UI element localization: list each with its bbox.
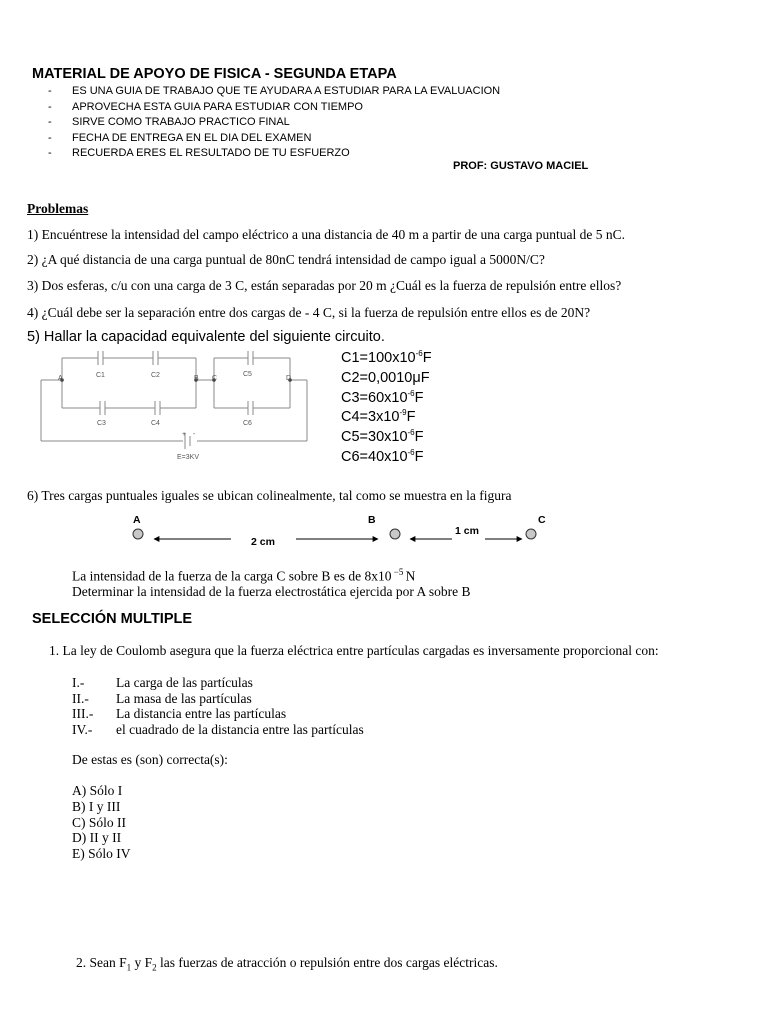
problem-6-note xyxy=(72,565,470,600)
charge-a xyxy=(133,529,143,539)
question-1: 1. La ley de Coulomb asegura que la fuerza eléctrica entre partículas cargadas es inversamente proporcional con: xyxy=(49,643,659,658)
answer-option: A) Sólo I xyxy=(72,783,123,798)
c5-label: C5 xyxy=(243,371,252,378)
problem-3: 3) Dos esferas, c/u con una carga de 3 C, están separadas por 20 m ¿Cuál es la fuerza de repulsión entre ellos? xyxy=(27,278,622,293)
bullet-dash: - xyxy=(48,85,52,97)
c4-label: C4 xyxy=(151,420,160,427)
node-d-label: D xyxy=(286,375,292,382)
problem-6-ask: Determinar la intensidad de la fuerza electrostática ejercida por A sobre B xyxy=(72,584,471,599)
c1-label: C1 xyxy=(96,372,105,379)
battery-plus: + xyxy=(182,431,187,438)
charge-c-label: C xyxy=(538,514,546,526)
list-item-text: SIRVE COMO TRABAJO PRACTICO FINAL xyxy=(72,116,290,128)
charge-a-label: A xyxy=(133,514,141,526)
c3-label: C3 xyxy=(97,420,106,427)
battery-minus: - xyxy=(193,431,196,438)
answer-option: E) Sólo IV xyxy=(72,846,131,862)
charge-b-label: B xyxy=(368,514,376,526)
question-1-answers xyxy=(72,783,131,862)
question-1-prompt: De estas es (son) correcta(s): xyxy=(72,752,228,767)
capacitor-value-c4: $C4=3x10^{-9}F$ xyxy=(341,408,416,426)
node-b-label: B xyxy=(194,375,199,382)
list-item-text: RECUERDA ERES EL RESULTADO DE TU ESFUERZO xyxy=(72,147,350,159)
problem-4: 4) ¿Cuál debe ser la separación entre dos cargas de - 4 C, si la fuerza de repulsión entre ellos es de 20N? xyxy=(27,305,591,320)
professor-name: PROF: GUSTAVO MACIEL xyxy=(453,160,589,172)
problem-6-given: La intensidad de la fuerza de la carga C sobre B es de 8x10 $^{-5}$ N xyxy=(72,567,416,584)
problem-2: 2) ¿A qué distancia de una carga puntual de 80nC tendrá intensidad de campo igual a 5000N/C? xyxy=(27,252,545,267)
bullet-dash: - xyxy=(48,116,52,128)
selection-heading: SELECCIÓN MULTIPLE xyxy=(32,611,193,627)
question-1-statements xyxy=(72,675,364,737)
charge-b xyxy=(390,529,400,539)
list-item-text: ES UNA GUIA DE TRABAJO QUE TE AYUDARA A ESTUDIAR PARA LA EVALUACION xyxy=(72,85,501,97)
list-item: IV.- el cuadrado de la distancia entre las partículas xyxy=(72,721,364,737)
node-a-label: A xyxy=(58,375,63,382)
answer-option: D) II y II xyxy=(72,830,122,846)
c6-label: C6 xyxy=(243,420,252,427)
list-item-text: FECHA DE ENTREGA EN EL DIA DEL EXAMEN xyxy=(72,131,312,144)
list-item: II.- La masa de las partículas xyxy=(72,690,252,706)
capacitor-value-c6: $C6=40x10^{-6}F$ xyxy=(341,448,424,465)
capacitor-value-c2: C2=0,0010μF xyxy=(341,369,430,386)
list-item-text: APROVECHA ESTA GUIA PARA ESTUDIAR CON TIEMPO xyxy=(72,100,363,113)
source-label: E=3KV xyxy=(177,454,199,461)
distance-ab: 2 cm xyxy=(251,536,275,548)
problems-heading: Problemas xyxy=(27,201,89,216)
question-2: 2. Sean $F_1$ y $F_2$ las fuerzas de atracción o repulsión entre dos cargas eléctricas. xyxy=(76,955,498,973)
charge-c xyxy=(526,529,536,539)
problem-6: 6) Tres cargas puntuales iguales se ubican colinealmente, tal como se muestra en la figura xyxy=(27,488,512,503)
distance-bc: 1 cm xyxy=(455,525,479,537)
page-title: MATERIAL DE APOYO DE FISICA - SEGUNDA ETAPA xyxy=(32,66,397,82)
problem-5: 5) Hallar la capacidad equivalente del siguiente circuito. xyxy=(27,329,385,345)
bullet-dash: - xyxy=(48,147,52,159)
list-item: III.- La distancia entre las partículas xyxy=(72,706,287,721)
capacitor-value-c1: $C1=100x10^{-6}F$ xyxy=(341,349,432,366)
bullet-dash: - xyxy=(48,131,52,144)
answer-option: C) Sólo II xyxy=(72,814,126,830)
capacitor-value-c3: $C3=60x10^{-6}F$ xyxy=(341,388,424,406)
list-item: I.- La carga de las partículas xyxy=(72,675,253,690)
node-c-label: C xyxy=(212,375,218,382)
capacitor-value-c5: $C5=30x10^{-6}F$ xyxy=(341,428,424,446)
c2-label: C2 xyxy=(151,372,160,379)
bullet-dash: - xyxy=(48,100,52,113)
answer-option: B) I y III xyxy=(72,798,121,814)
problem-1: 1) Encuéntrese la intensidad del campo eléctrico a una distancia de 40 m a partir de una carga puntual de 5 nC. xyxy=(27,227,626,242)
